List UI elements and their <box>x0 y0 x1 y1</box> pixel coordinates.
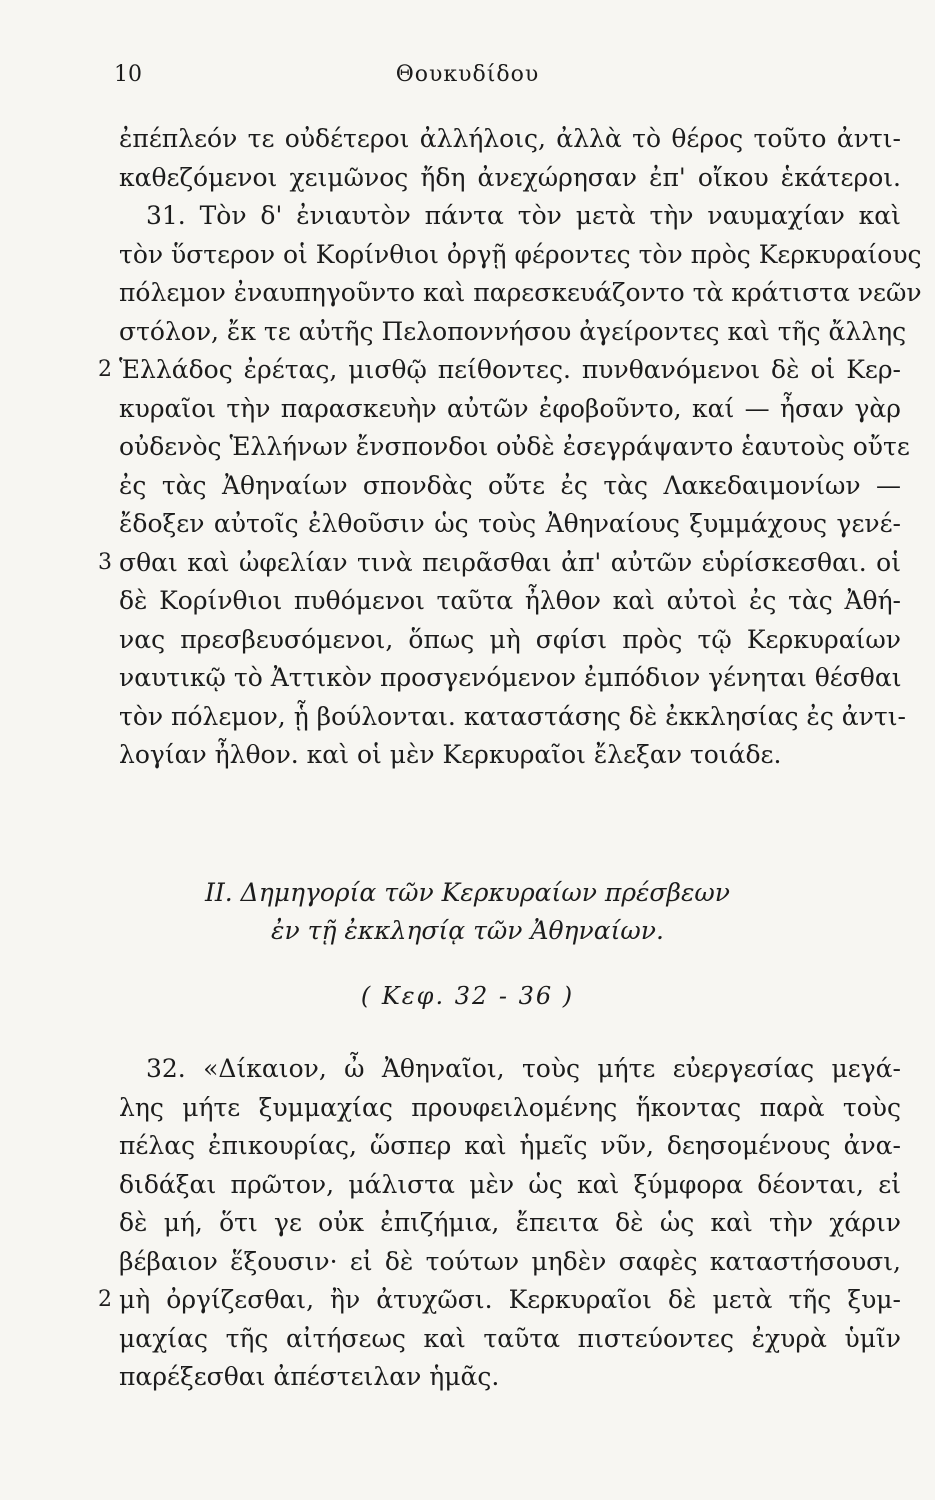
text-line: τὸν πόλεμον, ᾗ βούλονται. καταστάσης δὲ ἐκκλησίας ἐς ἀντι- <box>119 701 906 731</box>
text-line: λογίαν ἦλθον. καὶ οἱ μὲν Κερκυραῖοι ἔλεξαν τοιάδε. <box>119 740 782 769</box>
text-line: 2 Ἑλλάδος ἐρέτας, μισθῷ πείθοντες. πυνθανόμενοι δὲ οἱ Κερ- <box>0 351 935 390</box>
text-line: ἐπέπλεόν τε οὐδέτεροι ἀλλήλοις, ἀλλὰ τὸ θέρος τοῦτο ἀντι- <box>119 124 901 153</box>
text-line: οὐδενὸς Ἑλλήνων ἔνσπονδοι οὐδὲ ἐσεγράψαντο ἑαυτοὺς οὔτε <box>119 432 910 461</box>
text-line: ἐς τὰς Ἀθηναίων σπονδὰς οὔτε ἐς τὰς Λακεδαιμονίων — <box>119 470 901 500</box>
text-line: ἔδοξεν αὐτοῖς ἐλθοῦσιν ὡς τοὺς Ἀθηναίους ξυμμάχους γενέ- <box>119 509 901 538</box>
paragraph-margin-number: 2 <box>98 1287 112 1312</box>
text-line: στόλον, ἔκ τε αὐτῆς Πελοποννήσου ἀγείροντες καὶ τῆς ἄλλης <box>119 316 907 346</box>
paragraph-margin-number: 2 <box>98 357 112 382</box>
text-line: λης μήτε ξυμμαχίας προυφειλομένης ἥκοντας παρὰ τοὺς <box>119 1092 901 1122</box>
text-line: νας πρεσβευσόμενοι, ὅπως μὴ σφίσι πρὸς τῷ Κερκυραίων <box>119 624 901 654</box>
text-line: 2 μὴ ὀργίζεσθαι, ἢν ἀτυχῶσι. Κερκυραῖοι δὲ μετὰ τῆς ξυμ- <box>0 1281 935 1320</box>
section-32-text <box>0 1050 935 1397</box>
text-line: μαχίας τῆς αἰτήσεως καὶ ταῦτα πιστεύοντες ἐχυρὰ ὑμῖν <box>119 1323 901 1353</box>
text-line: κυραῖοι τὴν παρασκευὴν αὐτῶν ἐφοβοῦντο, καί — ἦσαν γὰρ <box>119 393 901 423</box>
text-line: ναυτικῷ τὸ Ἀττικὸν προσγενόμενον ἐμπόδιον γένηται θέσθαι <box>119 663 902 692</box>
page-header <box>0 60 935 94</box>
text-line: 3 σθαι καὶ ὠφελίαν τινὰ πειρᾶσθαι ἀπ' αὐτῶν εὑρίσκεσθαι. οἱ <box>0 544 935 583</box>
text-line: καθεζόμενοι χειμῶνος ἤδη ἀνεχώρησαν ἐπ' οἴκου ἑκάτεροι. <box>119 162 901 192</box>
section-31-text <box>0 120 935 775</box>
text-line: διδάξαι πρῶτον, μάλιστα μὲν ὡς καὶ ξύμφορα δέονται, εἰ <box>119 1169 901 1199</box>
text-line: παρέξεσθαι ἀπέστειλαν ἡμᾶς. <box>119 1362 500 1391</box>
page-number: 10 <box>114 62 142 87</box>
text-line: 32. «Δίκαιον, ὦ Ἀθηναῖοι, τοὺς μήτε εὐεργεσίας μεγά- <box>146 1054 901 1083</box>
text-line: τὸν ὕστερον οἱ Κορίνθιοι ὀργῇ φέροντες τὸν πρὸς Κερκυραίους <box>119 239 922 269</box>
chapter-range: ( Κεφ. 32 - 36 ) <box>360 982 575 1010</box>
paragraph-margin-number: 3 <box>98 549 112 575</box>
text-line: πόλεμον ἐναυπηγοῦντο καὶ παρεσκευάζοντο τὰ κράτιστα νεῶν <box>119 278 922 307</box>
text-line: πέλας ἐπικουρίας, ὥσπερ καὶ ἡμεῖς νῦν, δεησομένους ἀνα- <box>119 1131 901 1160</box>
text-line: 31. Τὸν δ' ἐνιαυτὸν πάντα τὸν μετὰ τὴν ναυμαχίαν καὶ <box>146 201 901 230</box>
running-title: Θουκυδίδου <box>395 62 540 87</box>
text-line: δὲ Κορίνθιοι πυθόμενοι ταῦτα ἦλθον καὶ αὐτοὶ ἐς τὰς Ἀθή- <box>119 586 901 615</box>
text-line: δὲ μή, ὅτι γε οὐκ ἐπιζήμια, ἔπειτα δὲ ὡς καὶ τὴν χάριν <box>119 1208 901 1237</box>
speech-heading-line-1: II. Δημηγορία τῶν Κερκυραίων πρέσβεων <box>205 878 730 907</box>
speech-heading-line-2: ἐν τῇ ἐκκλησίᾳ τῶν Ἀθηναίων. <box>271 916 664 945</box>
text-line: βέβαιον ἕξουσιν· εἰ δὲ τούτων μηδὲν σαφὲς καταστήσουσι, <box>119 1246 901 1276</box>
